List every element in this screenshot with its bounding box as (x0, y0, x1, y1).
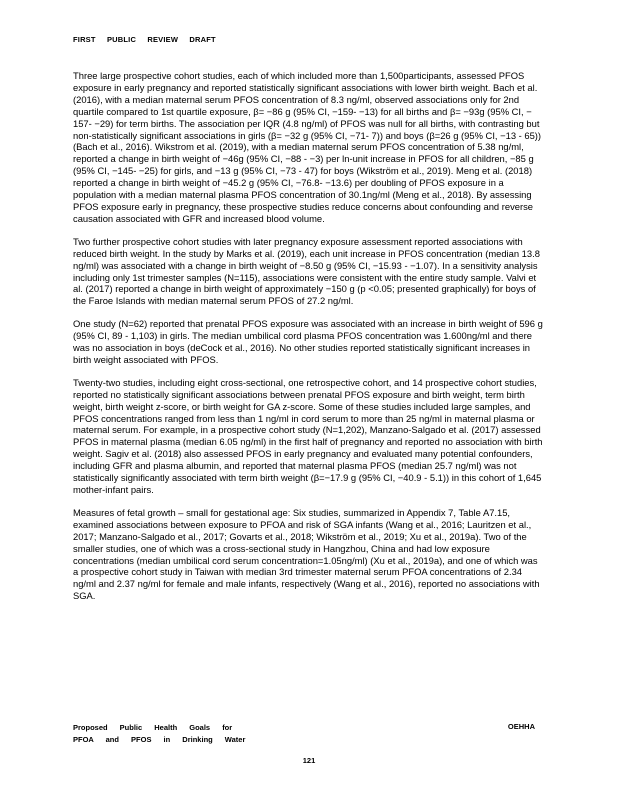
document-header: FIRST PUBLIC REVIEW DRAFT (73, 35, 216, 44)
footer-title-line-1: Proposed Public Health Goals for (73, 723, 233, 732)
document-body (73, 70, 545, 613)
page-number: 121 (302, 756, 316, 765)
paragraph-no-association: Twenty-two studies, including eight cross-sectional, one retrospective cohort, and 14 prospective cohort studies, reported no statistically significant associations between prenatal PFOS exposure and birth weight, term birth weight, birth weight z-score, or birth weight for GA z-score. Some of these studies included large samples, and PFOS concentrations ranged from less than 1 ng/ml in cord serum to more than 25 ng/ml in maternal plasma or maternal serum. For example, in a prospective cohort study (N=1,202), Manzano-Salgado et al. (2017) assessed PFOS in maternal plasma (median 6.05 ng/ml) in the first half of pregnancy and reported no association with birth weight. Sagiv et al. (2018) also assessed PFOS in early pregnancy and evaluated many potential confounders, including GFR and plasma albumin, and reported that maternal plasma PFOS (median 25.7 ng/ml) was not statistically significantly associated with term birth weight (β=−17.9 g (95% CI, −40.9 - 5.1)) in this cohort of 1,645 mother-infant pairs. (73, 376, 543, 495)
paragraph-increase-birth-weight: One study (N=62) reported that prenatal PFOS exposure was associated with an increase in birth weight of 596 g (95% CI, 89 - 1,103) in girls. The median umbilical cord plasma PFOS concentration was 1.600ng/ml and there was no association in boys (deCock et al., 2016). No other studies reported statistically significant increases in birth weight associated with PFOS. (73, 318, 543, 365)
paragraph-prospective-cohorts: Three large prospective cohort studies, each of which included more than 1,500participants, assessed PFOS exposure in early pregnancy and reported statistically significant associations with lower birth weight. Bach et al. (2016), with a median maternal serum PFOS concentration of 8.3 ng/ml, observed associations only for 2nd quartile compared to 1st quartile exposure, β= −86 g (95% CI, −159- −13) for all births and β= −93g (95% CI, − 157- −29) for term births. The association per IQR (4.8 ng/ml) of PFOS was null for all births, with contrasting but non-statistically significant associations in girls (β= −32 g (95% CI, −71- 7)) and boys (β=26 g (95% CI, −13 - 65))(Bach et al., 2016). Wikstrom et al. (2019), with a median maternal serum PFOS concentration of 5.38 ng/ml, reported a change in birth weight of −46g (95% CI, −88 - −3) per ln-unit increase in PFOS for all children, −85 g (95% CI, −145- −25) for girls, and −13 g (95% CI, −73 - 47) for boys (Wikström et al., 2019). Meng et al. (2018) reported a change in birth weight of −45.2 g (95% CI, −76.8- −13.6) per doubling of PFOS exposure in a population with a median maternal plasma PFOS concentration of 30.1ng/ml (Meng et al., 2018). By assessing PFOS exposure early in pregnancy, these prospective studies reduce concerns about confounding and reverse causation associated with GFR and increased blood volume. (73, 70, 542, 224)
footer-title-line-2: PFOA and PFOS in Drinking Water (73, 735, 246, 744)
footer-agency: OEHHA (507, 722, 535, 731)
paragraph-later-pregnancy: Two further prospective cohort studies with later pregnancy exposure assessment reported associations with reduced birth weight. In the study by Marks et al. (2019), each unit increase in PFOS concentration (median 13.8 ng/ml) was associated with a change in birth weight of −8.50 g (95% CI, −15.93 - −1.07). In a sensitivity analysis including only 1st trimester samples (N=115), associations were consistent with the entire study sample. Valvi et al. (2017) reported a change in birth weight of approximately −150 g (p <0.05; presented graphically) for boys of the Faroe Islands with median maternal serum PFOS of 27.2 ng/ml. (73, 235, 540, 307)
paragraph-sga: Measures of fetal growth – small for gestational age: Six studies, summarized in Appendix 7, Table A7.15, examined associations between exposure to PFOA and risk of SGA infants (Wang et al., 2016; Lauritzen et al., 2017; Manzano-Salgado et al., 2017; Govarts et al., 2018; Wikström et al., 2019; Xu et al., 2019a). Two of the smaller studies, one of which was a cross-sectional study in Hangzhou, China and had low exposure concentrations (median umbilical cord serum concentration=1.05ng/ml) (Xu et al., 2019a), and one of which was a prospective cohort study in Taiwan with median 3rd trimester maternal serum PFOA concentrations of 2.34 ng/ml and 2.37 ng/ml for female and male infants, respectively (Wang et al., 2016), reported no associations with SGA. (73, 506, 540, 602)
footer-title (73, 722, 273, 746)
